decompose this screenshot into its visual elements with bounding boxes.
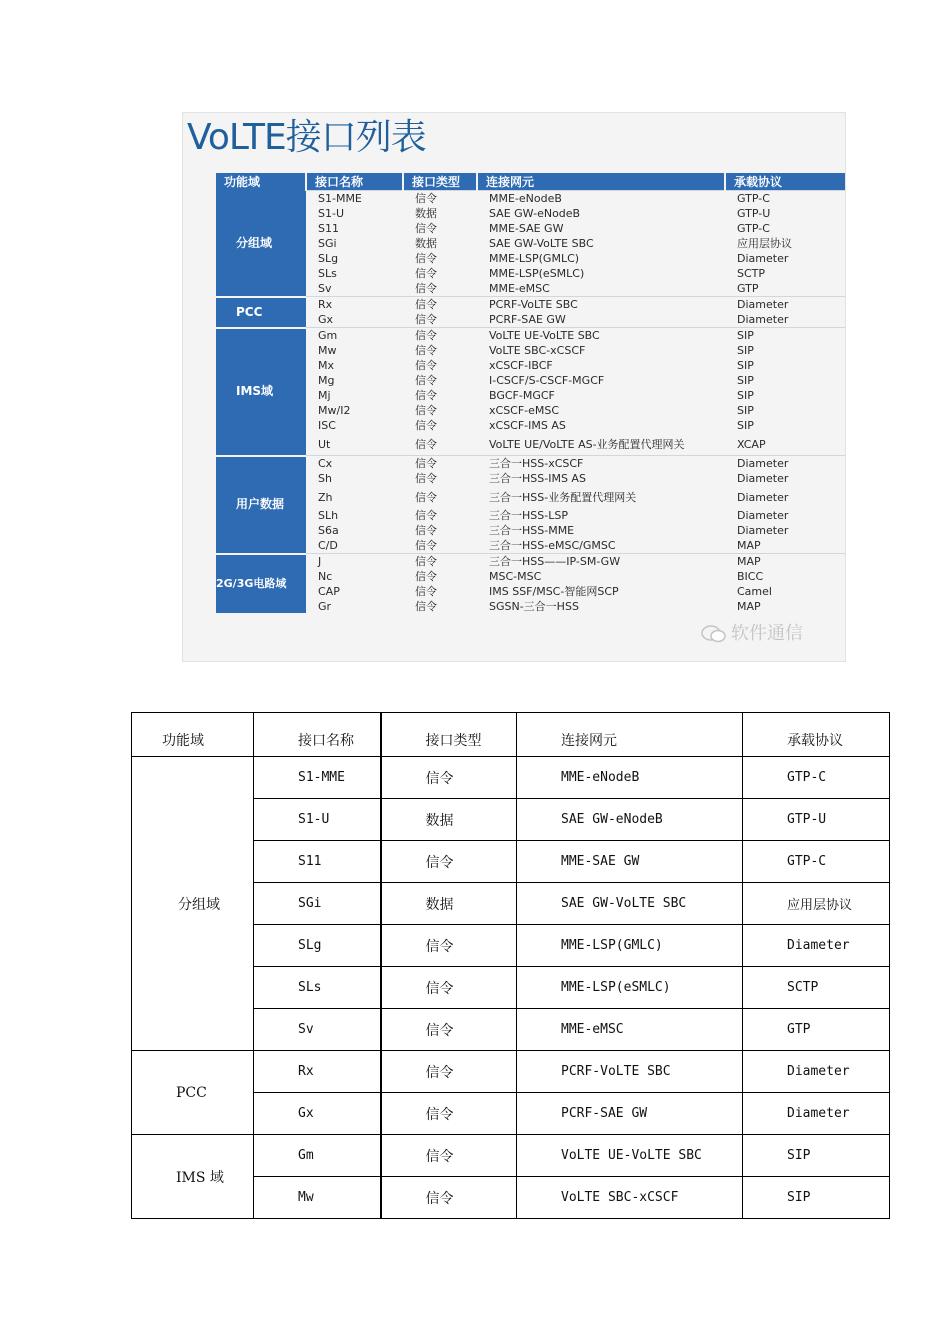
image-cell: SIP (737, 359, 754, 372)
image-cell: 信令 (415, 585, 437, 598)
doc-cell: Diameter (743, 1093, 890, 1135)
doc-cell: PCRF-SAE GW (517, 1093, 743, 1135)
image-cell: 数据 (415, 237, 437, 250)
image-cell: Ut (318, 437, 331, 451)
image-cell: XCAP (737, 437, 766, 451)
doc-cell: 应用层协议 (743, 883, 890, 925)
doc-header-cell: 接口类型 (381, 713, 517, 757)
image-title: VoLTE接口列表 (187, 117, 426, 158)
image-table-row (216, 236, 846, 251)
image-table-row (216, 297, 846, 313)
image-cell: Diameter (737, 509, 789, 522)
image-cell: xCSCF-IMS AS (489, 419, 566, 432)
doc-cell: SAE GW-eNodeB (517, 799, 743, 841)
doc-domain-cell: IMS 域 (132, 1135, 254, 1219)
image-cell: MAP (737, 539, 761, 552)
doc-cell: VoLTE SBC-xCSCF (517, 1177, 743, 1219)
image-table-row (216, 569, 846, 584)
image-cell: 信令 (415, 389, 437, 402)
image-table-row (216, 388, 846, 403)
image-cell: SLs (318, 267, 337, 280)
image-cell: SGSN-三合一HSS (489, 600, 579, 613)
image-cell: 信令 (415, 313, 437, 326)
image-cell: IMS SSF/MSC-智能网SCP (489, 585, 619, 598)
doc-cell: 信令 (381, 925, 517, 967)
image-cell: 三合一HSS-MME (489, 524, 575, 537)
image-cell: SIP (737, 389, 754, 402)
image-cell: 信令 (415, 600, 437, 613)
image-cell: Mx (318, 359, 335, 372)
image-cell: VoLTE UE/VoLTE AS-业务配置代理网关 (489, 437, 685, 451)
doc-cell: SCTP (743, 967, 890, 1009)
image-cell: 信令 (403, 554, 477, 570)
image-cell: 三合一HSS-LSP (489, 509, 568, 522)
image-cell: GTP-U (737, 207, 771, 220)
image-cell: SLh (318, 509, 339, 522)
image-cell: ISC (318, 419, 336, 432)
image-cell: SIP (737, 419, 754, 432)
doc-cell: Rx (254, 1051, 381, 1093)
image-cell: SIP (737, 344, 754, 357)
image-table-row (216, 191, 846, 207)
doc-header-row (132, 713, 890, 757)
image-cell: MAP (737, 600, 761, 613)
doc-cell: VoLTE UE-VoLTE SBC (517, 1135, 743, 1177)
image-cell: 信令 (415, 419, 437, 432)
image-table-row (216, 358, 846, 373)
image-cell: 信令 (415, 374, 437, 387)
doc-header-cell: 功能域 (132, 713, 254, 757)
image-cell: Cx (306, 456, 403, 472)
image-cell: SIP (737, 404, 754, 417)
image-cell: Mw/I2 (318, 404, 351, 417)
image-cell: MSC-MSC (489, 570, 542, 583)
image-header-cell: 功能域 (216, 173, 306, 191)
doc-cell: MME-SAE GW (517, 841, 743, 883)
image-cell: 数据 (415, 207, 437, 220)
image-cell: Diameter (737, 524, 789, 537)
doc-domain-cell: 分组域 (132, 757, 254, 1051)
image-cell: 信令 (403, 456, 477, 472)
image-domain-cell: PCC (216, 297, 306, 328)
doc-cell: GTP (743, 1009, 890, 1051)
doc-cell: MME-LSP(GMLC) (517, 925, 743, 967)
doc-cell: GTP-U (743, 799, 890, 841)
doc-header-cell: 承载协议 (743, 713, 890, 757)
image-cell: 三合一HSS-eMSC/GMSC (489, 539, 616, 552)
image-cell: S6a (318, 524, 339, 537)
image-cell: 信令 (415, 222, 437, 235)
image-header-cell: 接口名称 (306, 173, 403, 191)
image-cell: Rx (306, 297, 403, 313)
image-cell: Mw (318, 344, 337, 357)
image-cell: 三合一HSS-xCSCF (477, 456, 725, 472)
image-cell: Diameter (725, 456, 846, 472)
doc-cell: 信令 (381, 1009, 517, 1051)
image-cell: PCRF-VoLTE SBC (477, 297, 725, 313)
doc-cell: Gm (254, 1135, 381, 1177)
image-cell: GTP-C (737, 222, 770, 235)
image-cell: 三合一HSS——IP-SM-GW (477, 554, 725, 570)
doc-table-row (132, 1135, 890, 1177)
image-cell: VoLTE SBC-xCSCF (489, 344, 586, 357)
image-table-row (216, 418, 846, 433)
doc-table-row (132, 1051, 890, 1093)
doc-cell: 数据 (381, 799, 517, 841)
image-table-row (216, 554, 846, 570)
image-cell: BGCF-MGCF (489, 389, 555, 402)
image-cell: Diameter (737, 313, 789, 326)
image-cell: SLg (318, 252, 339, 265)
doc-cell: SAE GW-VoLTE SBC (517, 883, 743, 925)
doc-cell: 信令 (381, 1135, 517, 1177)
image-cell: MME-eNodeB (477, 191, 725, 207)
doc-cell: MME-eMSC (517, 1009, 743, 1051)
image-table-row (216, 281, 846, 297)
image-cell: MME-LSP(GMLC) (489, 252, 580, 265)
image-cell: PCRF-SAE GW (489, 313, 566, 326)
doc-cell: Gx (254, 1093, 381, 1135)
doc-table-row (132, 757, 890, 799)
image-cell: 信令 (415, 539, 437, 552)
doc-cell: PCRF-VoLTE SBC (517, 1051, 743, 1093)
wechat-icon (701, 624, 727, 644)
image-cell: Mj (318, 389, 331, 402)
image-cell: Sv (318, 282, 332, 295)
doc-cell: SLs (254, 967, 381, 1009)
image-cell: GTP-C (725, 191, 846, 207)
image-cell: xCSCF-eMSC (489, 404, 560, 417)
doc-cell: Sv (254, 1009, 381, 1051)
image-cell: SGi (318, 237, 337, 250)
image-cell: Nc (318, 570, 333, 583)
doc-cell: 信令 (381, 841, 517, 883)
doc-cell: Mw (254, 1177, 381, 1219)
image-table-row (216, 343, 846, 358)
watermark-text: 软件通信 (731, 623, 803, 644)
image-cell: I-CSCF/S-CSCF-MGCF (489, 374, 605, 387)
image-table-row (216, 266, 846, 281)
image-cell: Diameter (725, 297, 846, 313)
image-cell: 信令 (415, 344, 437, 357)
image-cell: C/D (318, 539, 338, 552)
image-table-row (216, 486, 846, 508)
document-table (131, 712, 890, 1219)
image-table-row (216, 373, 846, 388)
image-cell: 信令 (403, 191, 477, 207)
image-table-row (216, 251, 846, 266)
image-cell: 信令 (415, 282, 437, 295)
image-table-row (216, 471, 846, 486)
image-cell: VoLTE UE-VoLTE SBC (477, 328, 725, 344)
doc-cell: MME-eNodeB (517, 757, 743, 799)
image-cell: 三合一HSS-业务配置代理网关 (489, 490, 637, 504)
image-cell: MME-SAE GW (489, 222, 564, 235)
doc-cell: 信令 (381, 967, 517, 1009)
image-table-row (216, 328, 846, 344)
image-domain-cell: 用户数据 (216, 456, 306, 554)
image-table-row (216, 508, 846, 523)
image-cell: 信令 (415, 437, 437, 451)
image-cell: SAE GW-VoLTE SBC (489, 237, 594, 250)
image-table-row (216, 456, 846, 472)
image-table-header (216, 173, 846, 191)
image-cell: 信令 (403, 297, 477, 313)
image-cell: Gr (318, 600, 332, 613)
image-domain-cell: 2G/3G电路域 (216, 554, 306, 615)
image-header-cell: 接口类型 (403, 173, 477, 191)
image-cell: SCTP (737, 267, 766, 280)
doc-domain-cell: PCC (132, 1051, 254, 1135)
image-cell: 信令 (415, 359, 437, 372)
image-cell: CAP (318, 585, 340, 598)
image-header-cell: 连接网元 (477, 173, 725, 191)
doc-cell: S1-MME (254, 757, 381, 799)
image-table-row (216, 584, 846, 599)
image-cell: Diameter (737, 472, 789, 485)
doc-cell: SLg (254, 925, 381, 967)
doc-cell: GTP-C (743, 841, 890, 883)
image-cell: S1-U (318, 207, 345, 220)
image-cell: MME-LSP(eSMLC) (489, 267, 585, 280)
doc-header-cell: 连接网元 (517, 713, 743, 757)
image-domain-cell: IMS域 (216, 328, 306, 456)
watermark (701, 619, 803, 645)
image-cell: 三合一HSS-IMS AS (489, 472, 586, 485)
image-cell: Diameter (737, 252, 789, 265)
image-table-row (216, 599, 846, 614)
doc-cell: 信令 (381, 1177, 517, 1219)
image-table-row (216, 312, 846, 328)
doc-cell: 数据 (381, 883, 517, 925)
image-header-cell: 承载协议 (725, 173, 846, 191)
image-cell: S1-MME (306, 191, 403, 207)
doc-cell: SIP (743, 1177, 890, 1219)
doc-cell: S11 (254, 841, 381, 883)
image-cell: 应用层协议 (737, 237, 792, 250)
doc-header-cell: 接口名称 (254, 713, 381, 757)
image-cell: Zh (318, 490, 333, 504)
doc-cell: GTP-C (743, 757, 890, 799)
image-cell: 信令 (415, 524, 437, 537)
image-cell: SIP (737, 374, 754, 387)
image-cell: Camel (737, 585, 772, 598)
doc-cell: 信令 (381, 1051, 517, 1093)
image-cell: xCSCF-IBCF (489, 359, 553, 372)
image-cell: GTP (737, 282, 759, 295)
image-cell: 信令 (415, 490, 437, 504)
image-table-row (216, 206, 846, 221)
image-table-row (216, 538, 846, 554)
image-cell: Gm (306, 328, 403, 344)
image-cell: 信令 (403, 328, 477, 344)
image-cell: Mg (318, 374, 335, 387)
doc-cell: Diameter (743, 1051, 890, 1093)
doc-cell: SGi (254, 883, 381, 925)
image-table-row (216, 221, 846, 236)
image-cell: J (306, 554, 403, 570)
image-cell: Gx (318, 313, 334, 326)
doc-cell: SIP (743, 1135, 890, 1177)
image-cell: 信令 (415, 267, 437, 280)
volte-interface-image (182, 112, 846, 662)
image-cell: MME-eMSC (489, 282, 550, 295)
image-table-row (216, 433, 846, 456)
doc-cell: Diameter (743, 925, 890, 967)
image-domain-cell: 分组域 (216, 191, 306, 297)
image-cell: BICC (737, 570, 764, 583)
doc-cell: MME-LSP(eSMLC) (517, 967, 743, 1009)
image-cell: 信令 (415, 509, 437, 522)
image-cell: SIP (725, 328, 846, 344)
image-cell: 信令 (415, 472, 437, 485)
image-cell: S11 (318, 222, 339, 235)
doc-cell: 信令 (381, 757, 517, 799)
image-cell: MAP (725, 554, 846, 570)
image-cell: SAE GW-eNodeB (489, 207, 581, 220)
image-cell: 信令 (415, 570, 437, 583)
image-table-row (216, 523, 846, 538)
doc-cell: S1-U (254, 799, 381, 841)
image-cell: Diameter (737, 490, 789, 504)
image-cell: Sh (318, 472, 332, 485)
image-table-row (216, 403, 846, 418)
image-cell: 信令 (415, 404, 437, 417)
image-table (216, 173, 846, 615)
image-cell: 信令 (415, 252, 437, 265)
doc-cell: 信令 (381, 1093, 517, 1135)
